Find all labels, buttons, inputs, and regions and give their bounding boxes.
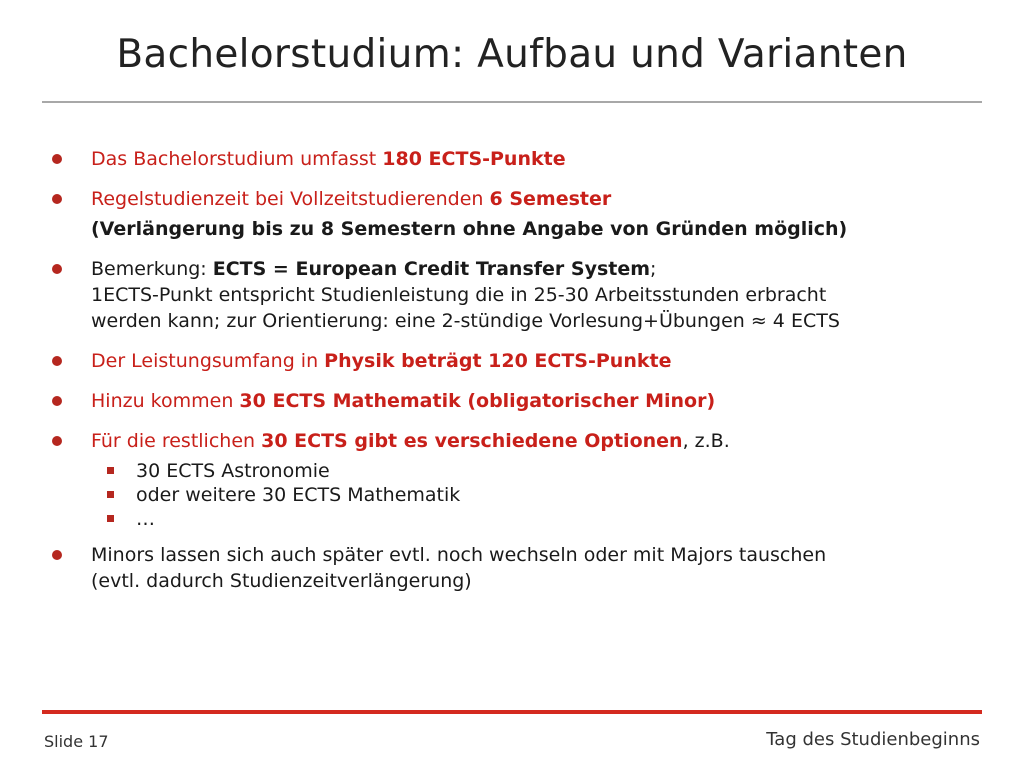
- bullet-text: Regelstudienzeit bei Vollzeitstudierenden: [91, 188, 490, 210]
- footer-title: Tag des Studienbeginns: [766, 729, 980, 750]
- bullet-item: [52, 428, 982, 454]
- bullet-emphasis: 180 ECTS-Punkte: [382, 148, 566, 170]
- bullet-item: [52, 388, 982, 414]
- slide-content: [52, 146, 982, 608]
- bullet-dot: [52, 436, 62, 446]
- bullet-text: Bemerkung:: [91, 258, 213, 280]
- bullet-dot: [52, 550, 62, 560]
- bullet-text: Das Bachelorstudium umfasst: [91, 148, 383, 170]
- bullet-emphasis: Physik beträgt 120 ECTS-Punkte: [324, 350, 672, 372]
- bullet-dot: [52, 154, 62, 164]
- bullet-item: [52, 146, 982, 172]
- bullet-text-line: (evtl. dadurch Studienzeitverlängerung): [91, 570, 472, 592]
- bullet-emphasis: 30 ECTS Mathematik (obligatorischer Minor): [239, 390, 716, 412]
- bullet-text: Der Leistungsumfang in: [91, 350, 325, 372]
- bullet-emphasis: ECTS = European Credit Transfer System: [212, 258, 651, 280]
- bullet-item: [52, 186, 982, 212]
- bullet-text: ;: [650, 258, 657, 280]
- bullet-text: Hinzu kommen: [91, 390, 240, 412]
- sub-bullet-text: …: [136, 508, 155, 530]
- title-divider: [42, 101, 982, 103]
- sub-bullet-item: [52, 506, 982, 532]
- bullet-emphasis: 6 Semester: [489, 188, 612, 210]
- sub-bullet-item: [52, 458, 982, 484]
- sub-bullet-text: 30 ECTS Astronomie: [136, 460, 330, 482]
- bullet-dot: [52, 264, 62, 274]
- bullet-item: [52, 256, 982, 334]
- bullet-dot: [52, 396, 62, 406]
- slide-number: Slide 17: [44, 732, 109, 751]
- sub-bullet-item: [52, 482, 982, 508]
- square-bullet: [107, 515, 114, 522]
- bullet-dot: [52, 194, 62, 204]
- square-bullet: [107, 467, 114, 474]
- bullet-emphasis: 30 ECTS gibt es verschiedene Optionen: [261, 430, 683, 452]
- bullet-text: Für die restlichen: [91, 430, 262, 452]
- square-bullet: [107, 491, 114, 498]
- bullet-text-line: 1ECTS-Punkt entspricht Studienleistung die in 25-30 Arbeitsstunden erbracht: [91, 284, 827, 306]
- bullet-text: , z.B.: [682, 430, 730, 452]
- bullet-text-line: Minors lassen sich auch später evtl. noch wechseln oder mit Majors tauschen: [91, 544, 827, 566]
- bullet-continuation: (Verlängerung bis zu 8 Semestern ohne Angabe von Gründen möglich): [91, 218, 848, 240]
- bullet-item: [52, 348, 982, 374]
- bullet-text-line: werden kann; zur Orientierung: eine 2-stündige Vorlesung+Übungen ≈ 4 ECTS: [91, 310, 840, 332]
- bullet-dot: [52, 356, 62, 366]
- footer-divider: [42, 710, 982, 714]
- sub-bullet-text: oder weitere 30 ECTS Mathematik: [136, 484, 461, 506]
- slide-title: Bachelorstudium: Aufbau und Varianten: [116, 32, 908, 77]
- bullet-item: [52, 542, 982, 594]
